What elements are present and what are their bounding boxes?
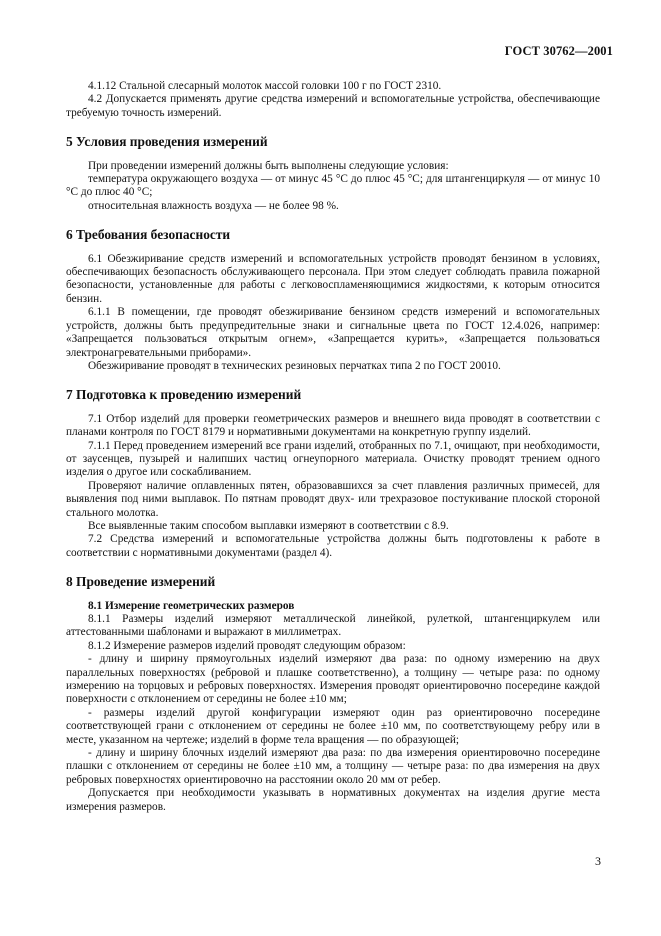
section-heading: 6 Требования безопасности — [66, 227, 231, 243]
paragraph: 7.2 Средства измерений и вспомогательные устройства должны быть подготовлены к работе в соответствии с нормативными документами (раздел 4). — [66, 533, 600, 559]
list-item: - длину и ширину блочных изделий измеряют два раза: по два измерения ориентировочно посередине плашки с отклонением от середины не более ±10 мм, а толщину — четыре раза: по два измерения на двух ребровых поверхностях ориентировочно на расстоянии около 20 мм от ребер. — [66, 747, 600, 786]
paragraph: Все выявленные таким способом выплавки измеряют в соответствии с 8.9. — [88, 519, 449, 532]
list-item: - длину и ширину прямоугольных изделий измеряют два раза: по одному измерению на двух параллельных поверхностях (ребровой и плашке соответственно), а толщину — четыре раза: по одному измерению на торцовых и ребровых поверхностях. Измерения проводят ориентировочно посередине каждой поверхности с отклонением от середины не более ±10 мм; — [66, 653, 600, 706]
paragraph: Проверяют наличие оплавленных пятен, образовавшихся за счет плавления различных примесей, для выявления под ними выплавок. По пятнам проводят двух- или трехразовое постукивание плоской стороной стального молотка. — [66, 479, 600, 519]
section-heading: 5 Условия проведения измерений — [66, 134, 268, 150]
paragraph: 4.2 Допускается применять другие средства измерений и вспомогательные устройства, обеспечивающие требуемую точность измерений. — [66, 93, 600, 119]
paragraph: 8.1.1 Размеры изделий измеряют металлической линейкой, рулеткой, штангенциркулем или аттестованными шаблонами и выражают в миллиметрах. — [66, 613, 600, 639]
paragraph: 8.1.2 Измерение размеров изделий проводят следующим образом: — [88, 639, 406, 652]
page-number: 3 — [595, 854, 601, 868]
subsection-heading: 8.1 Измерение геометрических размеров — [88, 599, 295, 612]
paragraph: 6.1 Обезжиривание средств измерений и вспомогательных устройств проводят бензином в условиях, обеспечивающих безопасность обслуживающего персонала. При этом следует соблюдать правила пожарной безопасности, установленные для работы с легковоспламеняющимися жидкостями, к которым относится бензин. — [66, 252, 600, 305]
paragraph: 4.1.12 Стальной слесарный молоток массой головки 100 г по ГОСТ 2310. — [88, 80, 442, 92]
paragraph: 7.1.1 Перед проведением измерений все грани изделий, отобранных по 7.1, очищают, при необходимости, от заусенцев, пузырей и налипших частиц огнеупорного материала. Очистку проводят трением одного изделия о другое или соскабливанием. — [66, 439, 600, 479]
paragraph: Обезжиривание проводят в технических резиновых перчатках типа 2 по ГОСТ 20010. — [88, 359, 501, 372]
section-heading: 8 Проведение измерений — [66, 574, 216, 590]
list-item: - размеры изделий другой конфигурации измеряют один раз ориентировочно посередине соответствующей грани с отклонением от середины не более ±10 мм, по соответствующему ребру или в месте, указанном на чертеже; изделий в форме тела вращения — по образующей; — [66, 706, 600, 746]
paragraph: При проведении измерений должны быть выполнены следующие условия: — [88, 159, 449, 172]
section-heading: 7 Подготовка к проведению измерений — [66, 387, 302, 403]
paragraph: относительная влажность воздуха — не более 98 %. — [88, 199, 339, 212]
paragraph: 7.1 Отбор изделий для проверки геометрических размеров и внешнего вида проводят в соответствии с планами контроля по ГОСТ 8179 и нормативными документами на конкретную группу изделий. — [66, 412, 600, 439]
document-header: ГОСТ 30762—2001 — [504, 44, 613, 58]
document-body — [66, 80, 600, 814]
paragraph: Допускается при необходимости указывать в нормативных документах на изделия другие места измерения размеров. — [66, 787, 600, 813]
paragraph: 6.1.1 В помещении, где проводят обезжиривание бензином средств измерений и вспомогательных устройств, должны быть предупредительные знаки и сигнальные цвета по ГОСТ 12.4.026, например: «Запрещается пользоваться открытым огнем», «Запрещается курить», «Запрещается пользоваться электронагревательными приборами». — [66, 306, 600, 359]
paragraph: температура окружающего воздуха — от минус 45 °С до плюс 45 °С; для штангенциркуля — от минус 10 °С до плюс 40 °С; — [66, 173, 600, 199]
